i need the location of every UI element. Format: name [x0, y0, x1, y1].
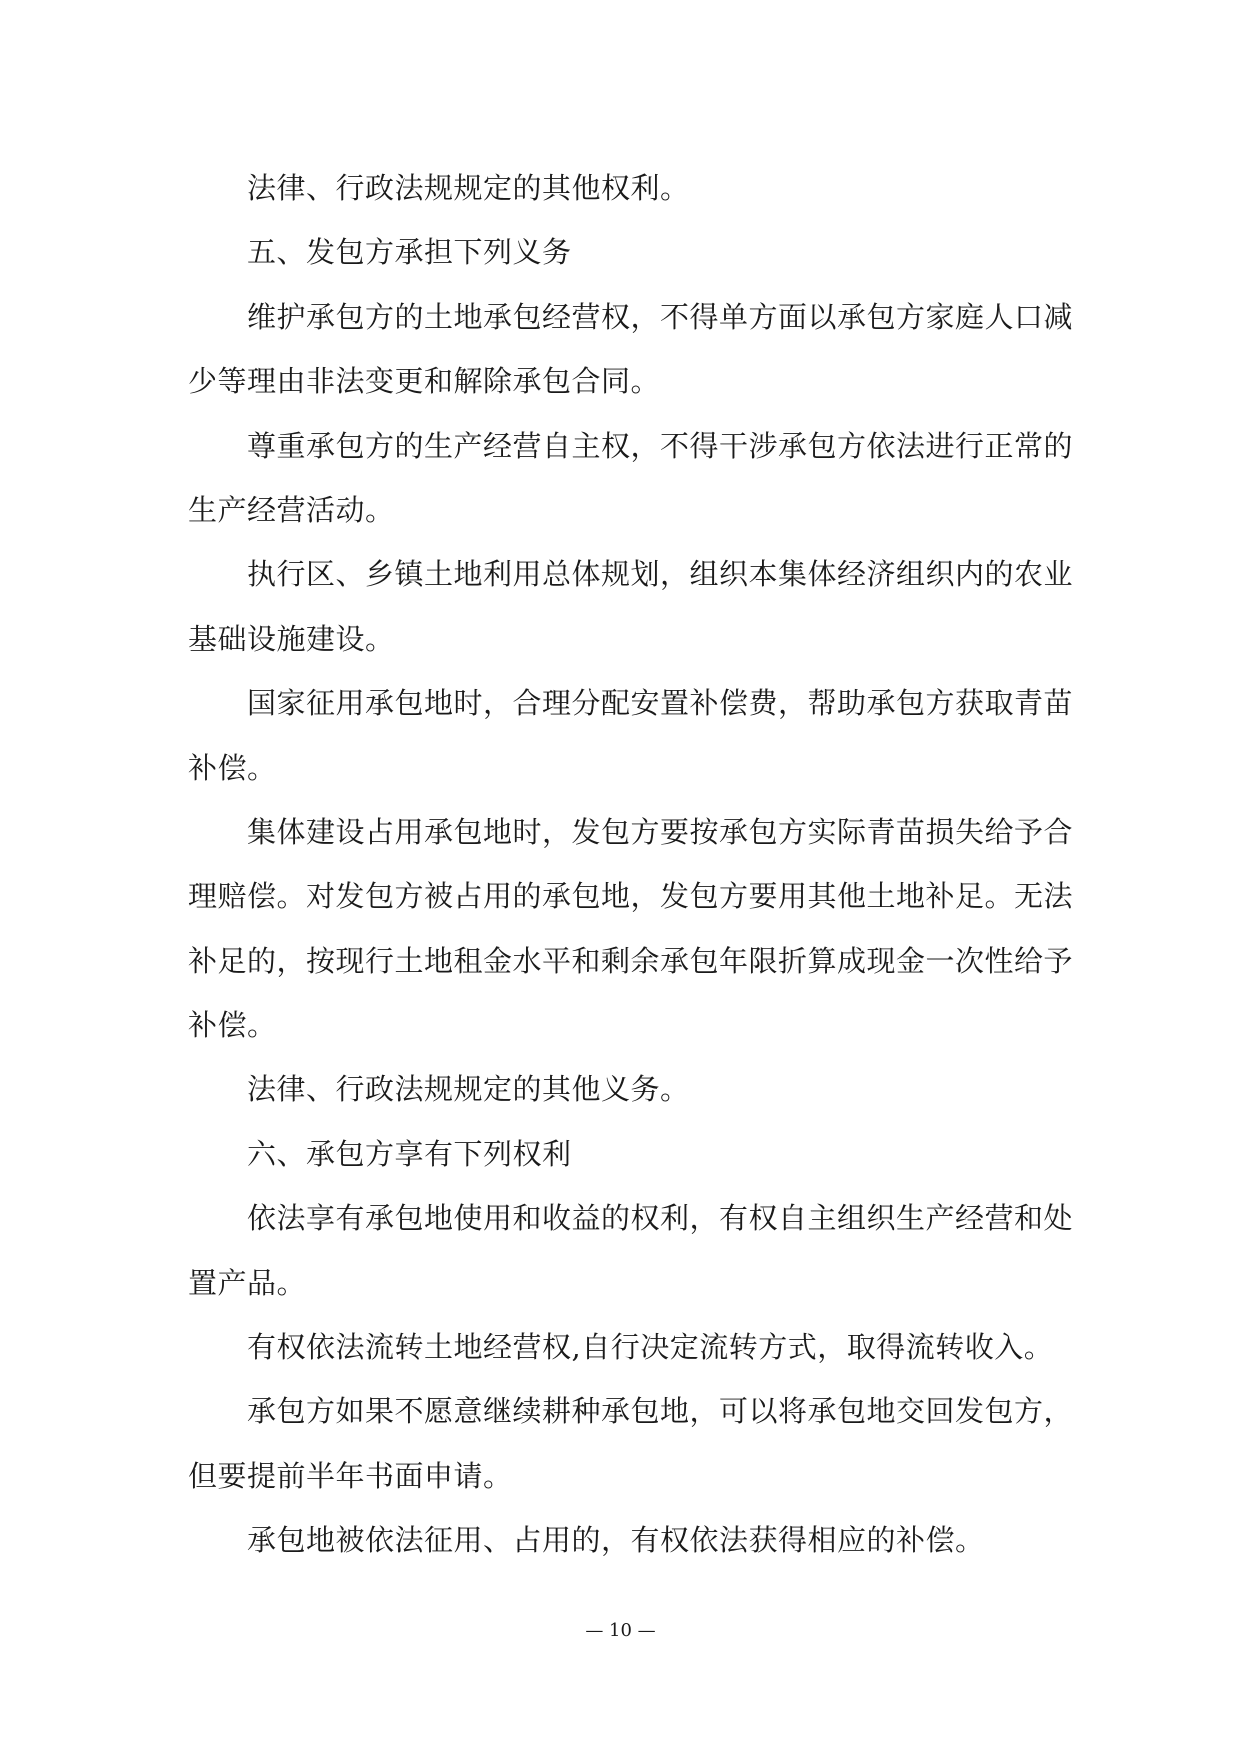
paragraph-line: 置产品。 — [188, 1265, 307, 1300]
paragraph-line: 有权依法流转土地经营权,自行决定流转方式，取得流转收入。 — [247, 1330, 1054, 1365]
paragraph-line: 理赔偿。对发包方被占用的承包地，发包方要用其他土地补足。无法 — [188, 879, 1074, 914]
paragraph-line: 法律、行政法规规定的其他义务。 — [247, 1072, 690, 1107]
document-body — [188, 156, 1074, 1573]
paragraph-line: 补偿。 — [188, 750, 277, 785]
paragraph-line: 集体建设占用承包地时，发包方要按承包方实际青苗损失给予合 — [247, 814, 1074, 849]
paragraph-line: 但要提前半年书面申请。 — [188, 1458, 513, 1493]
paragraph-line: 补偿。 — [188, 1008, 277, 1043]
paragraph-line: 承包方如果不愿意继续耕种承包地，可以将承包地交回发包方， — [247, 1394, 1074, 1429]
paragraph-line: 基础设施建设。 — [188, 621, 395, 656]
paragraph-line: 维护承包方的土地承包经营权，不得单方面以承包方家庭人口减 — [247, 299, 1074, 334]
paragraph-line: 依法享有承包地使用和收益的权利，有权自主组织生产经营和处 — [247, 1201, 1074, 1236]
paragraph-line: 国家征用承包地时，合理分配安置补偿费，帮助承包方获取青苗 — [247, 686, 1074, 721]
section-heading: 五、发包方承担下列义务 — [247, 235, 572, 270]
paragraph-line: 执行区、乡镇土地利用总体规划，组织本集体经济组织内的农业 — [247, 557, 1074, 592]
section-heading: 六、承包方享有下列权利 — [247, 1136, 572, 1171]
paragraph-line: 生产经营活动。 — [188, 492, 395, 527]
paragraph-line: 法律、行政法规规定的其他权利。 — [247, 171, 690, 205]
page-number: — 10 — — [585, 1620, 656, 1641]
paragraph-line: 尊重承包方的生产经营自主权，不得干涉承包方依法进行正常的 — [247, 428, 1074, 463]
paragraph-line: 补足的，按现行土地租金水平和剩余承包年限折算成现金一次性给予 — [188, 943, 1074, 978]
paragraph-line: 少等理由非法变更和解除承包合同。 — [188, 364, 661, 399]
paragraph-line: 承包地被依法征用、占用的，有权依法获得相应的补偿。 — [247, 1523, 985, 1558]
